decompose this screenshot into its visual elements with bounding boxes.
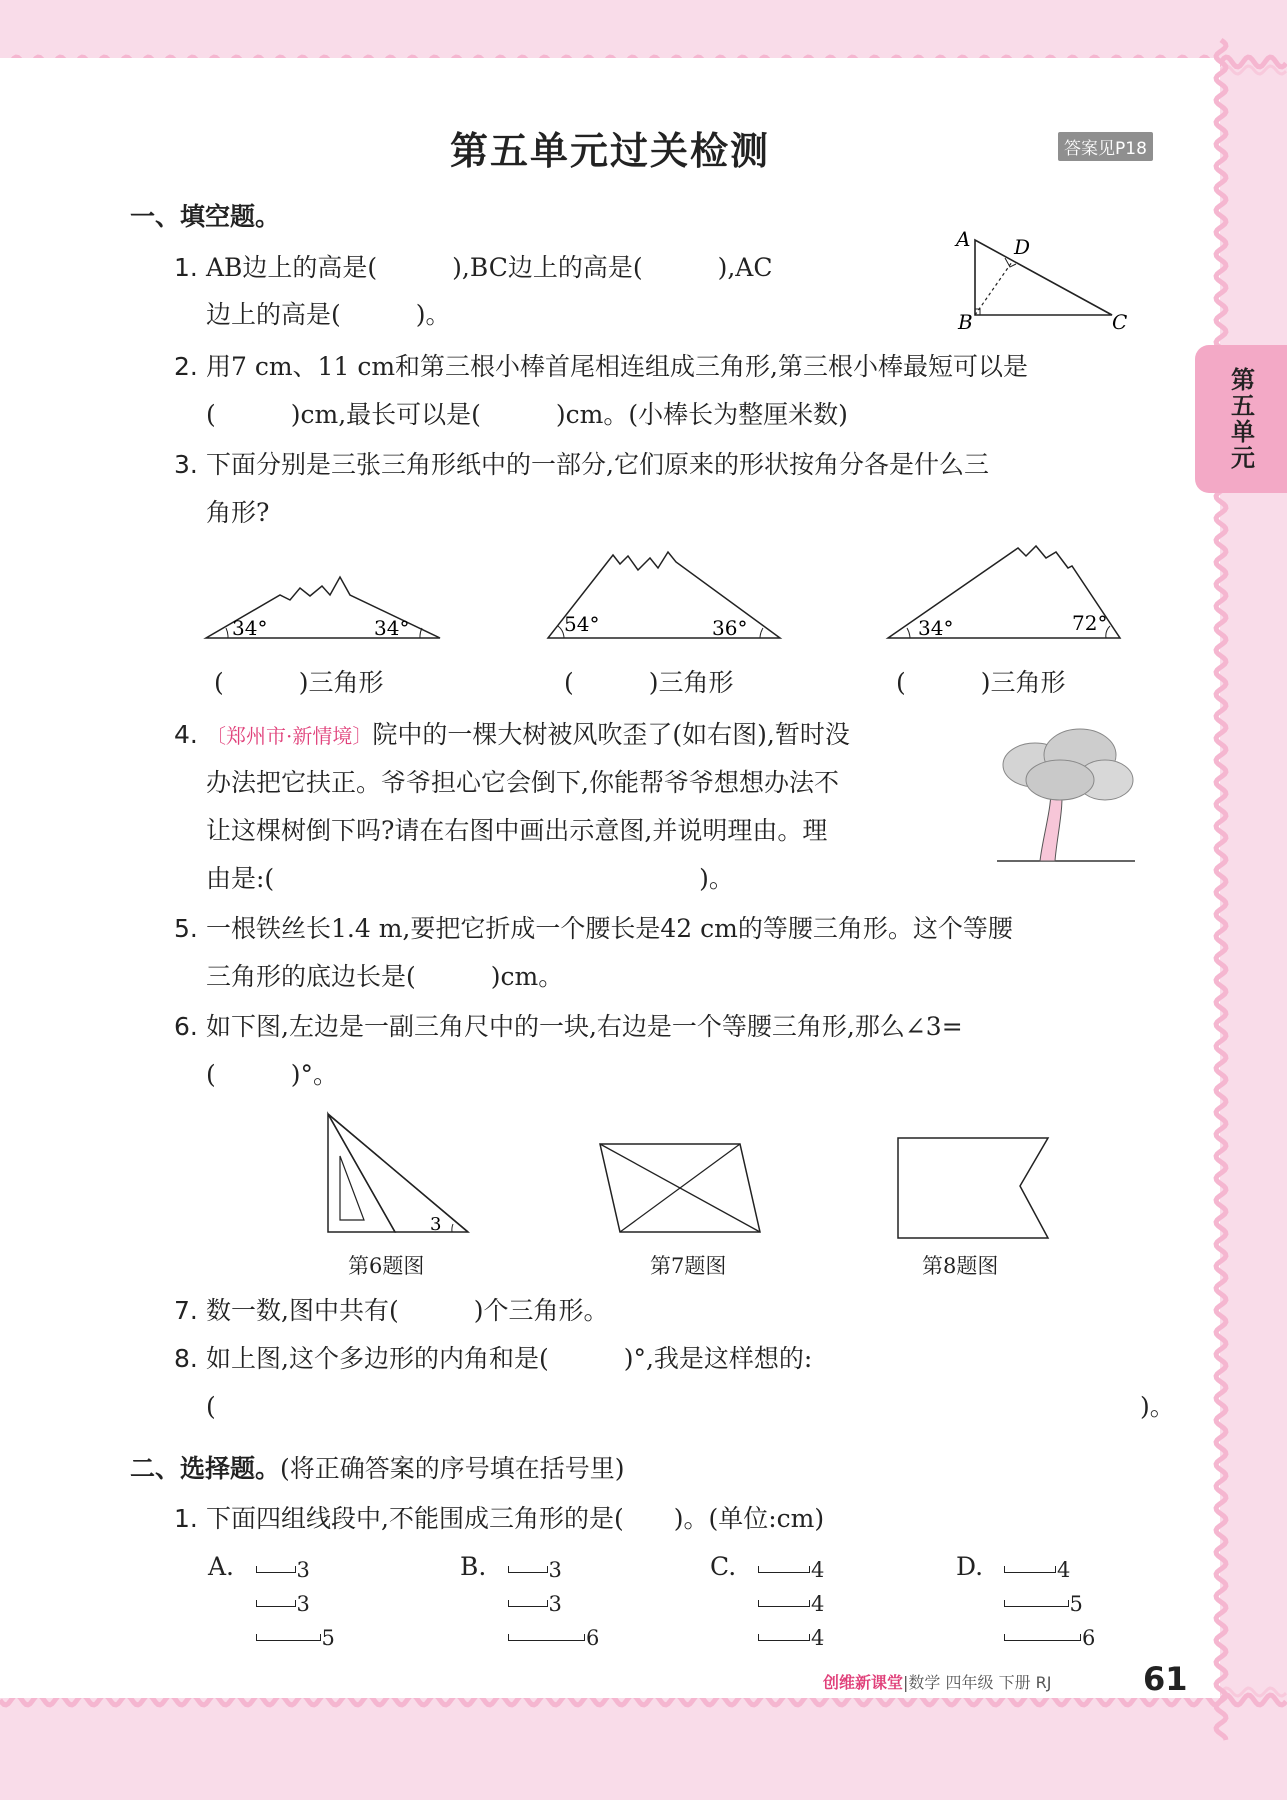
q1-right-triangle-figure — [950, 225, 1128, 335]
q6-number: 6. — [174, 1012, 198, 1041]
q2-line1: 用7 cm、11 cm和第三根小棒首尾相连组成三角形,第三根小棒最短可以是 — [206, 352, 1028, 381]
line-segment — [508, 1600, 548, 1607]
q5-number: 5. — [174, 914, 198, 943]
line-segment — [1004, 1566, 1056, 1573]
footer-info — [823, 1670, 1052, 1693]
q3-answer-3: ( )三角形 — [896, 668, 1066, 697]
unit-side-tab-label: 第五单元 — [1226, 367, 1255, 471]
q2-number: 2. — [174, 352, 198, 381]
segment-length-label: 4 — [811, 1558, 825, 1582]
segment-length-label: 4 — [1057, 1558, 1071, 1582]
line-segment — [1004, 1600, 1069, 1607]
footer-brand: 创维新课堂 — [823, 1673, 904, 1692]
segment-length-label: 3 — [548, 1558, 562, 1582]
q8-line1: 如上图,这个多边形的内角和是( )°,我是这样想的: — [206, 1344, 813, 1373]
q6-angle-label: 3 — [430, 1214, 442, 1235]
q5-line1: 一根铁丝长1.4 m,要把它折成一个腰长是42 cm的等腰三角形。这个等腰 — [206, 914, 1013, 943]
q3-fig3-angle-left: 34° — [918, 616, 954, 640]
option-label-c: C. — [710, 1552, 737, 1581]
line-segment — [758, 1600, 810, 1607]
segment-length-label: 3 — [296, 1558, 310, 1582]
segment-length-label: 5 — [1069, 1592, 1083, 1616]
q8-line2-close: )。 — [1140, 1392, 1175, 1421]
fig7-caption: 第7题图 — [650, 1254, 727, 1278]
q1-label-b: B — [958, 310, 973, 334]
option-label-d: D. — [956, 1552, 984, 1581]
section2-heading-row — [130, 1454, 625, 1484]
line-segment — [256, 1634, 321, 1641]
decorative-border-right — [1195, 40, 1265, 1740]
q4-line2: 办法把它扶正。爷爷担心它会倒下,你能帮爷爷想想办法不 — [206, 768, 839, 797]
segment-length-label: 6 — [586, 1626, 600, 1650]
q6-line1: 如下图,左边是一副三角尺中的一块,右边是一个等腰三角形,那么∠3= — [206, 1012, 963, 1041]
unit-side-tab — [1195, 345, 1287, 493]
line-segment — [508, 1566, 548, 1573]
section1-heading: 一、填空题。 — [130, 202, 281, 231]
q1-line2: 边上的高是( )。 — [206, 300, 451, 329]
q1-label-c: C — [1112, 310, 1128, 334]
q4-source-tag: 〔郑州市·新情境〕 — [206, 724, 373, 748]
q3-fig2-angle-right: 36° — [712, 616, 748, 640]
fig6-caption: 第6题图 — [348, 1254, 425, 1278]
line-segment — [758, 1634, 810, 1641]
q1-label-a: A — [956, 227, 971, 251]
q4-line4: 由是:( )。 — [206, 864, 734, 893]
line-segment — [758, 1566, 810, 1573]
q7-number: 7. — [174, 1296, 198, 1325]
q6-q7-q8-figures — [320, 1108, 1120, 1248]
q3-line2: 角形? — [206, 498, 270, 527]
option-label-a: A. — [208, 1552, 235, 1581]
q3-fig2-angle-left: 54° — [564, 612, 600, 636]
q1-number: 1. — [174, 253, 198, 282]
line-segment — [256, 1600, 296, 1607]
answer-reference-badge: 答案见P18 — [1058, 132, 1153, 161]
q4-line1-text: 院中的一棵大树被风吹歪了(如右图),暂时没 — [372, 720, 850, 749]
segment-length-label: 6 — [1082, 1626, 1096, 1650]
line-segment — [256, 1566, 296, 1573]
segment-length-label: 4 — [811, 1626, 825, 1650]
q8-line2-open: ( — [206, 1392, 216, 1421]
segment-length-label: 3 — [296, 1592, 310, 1616]
s2-q1-number: 1. — [174, 1504, 198, 1533]
q3-fig1-angle-left: 34° — [232, 616, 268, 640]
q1-label-d: D — [1014, 235, 1031, 259]
q4-number: 4. — [174, 720, 198, 749]
page-title: 第五单元过关检测 — [449, 129, 770, 173]
s2-q1-line1: 下面四组线段中,不能围成三角形的是( )。(单位:cm) — [206, 1504, 825, 1533]
q3-answer-2: ( )三角形 — [564, 668, 734, 697]
decorative-border-bottom — [0, 1680, 1287, 1800]
segment-length-label: 5 — [321, 1626, 335, 1650]
q3-line1: 下面分别是三张三角形纸中的一部分,它们原来的形状按角分各是什么三 — [206, 450, 989, 479]
q3-number: 3. — [174, 450, 198, 479]
segment-length-label: 4 — [811, 1592, 825, 1616]
q8-number: 8. — [174, 1344, 198, 1373]
fig8-caption: 第8题图 — [922, 1254, 999, 1278]
line-segment — [508, 1634, 585, 1641]
q4-line3: 让这棵树倒下吗?请在右图中画出示意图,并说明理由。理 — [206, 816, 828, 845]
segment-length-label: 3 — [548, 1592, 562, 1616]
q2-line2: ( )cm,最长可以是( )cm。(小棒长为整厘米数) — [206, 400, 848, 429]
q3-fig3-angle-right: 72° — [1072, 611, 1108, 635]
page-number: 61 — [1143, 1660, 1188, 1698]
q5-line2: 三角形的底边长是( )cm。 — [206, 962, 564, 991]
q6-line2: ( )°。 — [206, 1060, 339, 1089]
q3-fig1-angle-right: 34° — [374, 616, 410, 640]
q4-line1 — [206, 720, 850, 750]
option-label-b: B. — [460, 1552, 487, 1581]
q7-line1: 数一数,图中共有( )个三角形。 — [206, 1296, 609, 1325]
q4-leaning-tree-figure — [995, 725, 1145, 875]
q1-line1: AB边上的高是( ),BC边上的高是( ),AC — [206, 253, 773, 282]
footer-details: |数学 四年级 下册 RJ — [903, 1673, 1052, 1692]
q3-answer-1: ( )三角形 — [214, 668, 384, 697]
q3-figures — [200, 540, 1160, 650]
line-segment — [1004, 1634, 1081, 1641]
section2-heading-note: (将正确答案的序号填在括号里) — [280, 1454, 625, 1483]
section2-heading: 二、选择题。 — [130, 1454, 281, 1483]
